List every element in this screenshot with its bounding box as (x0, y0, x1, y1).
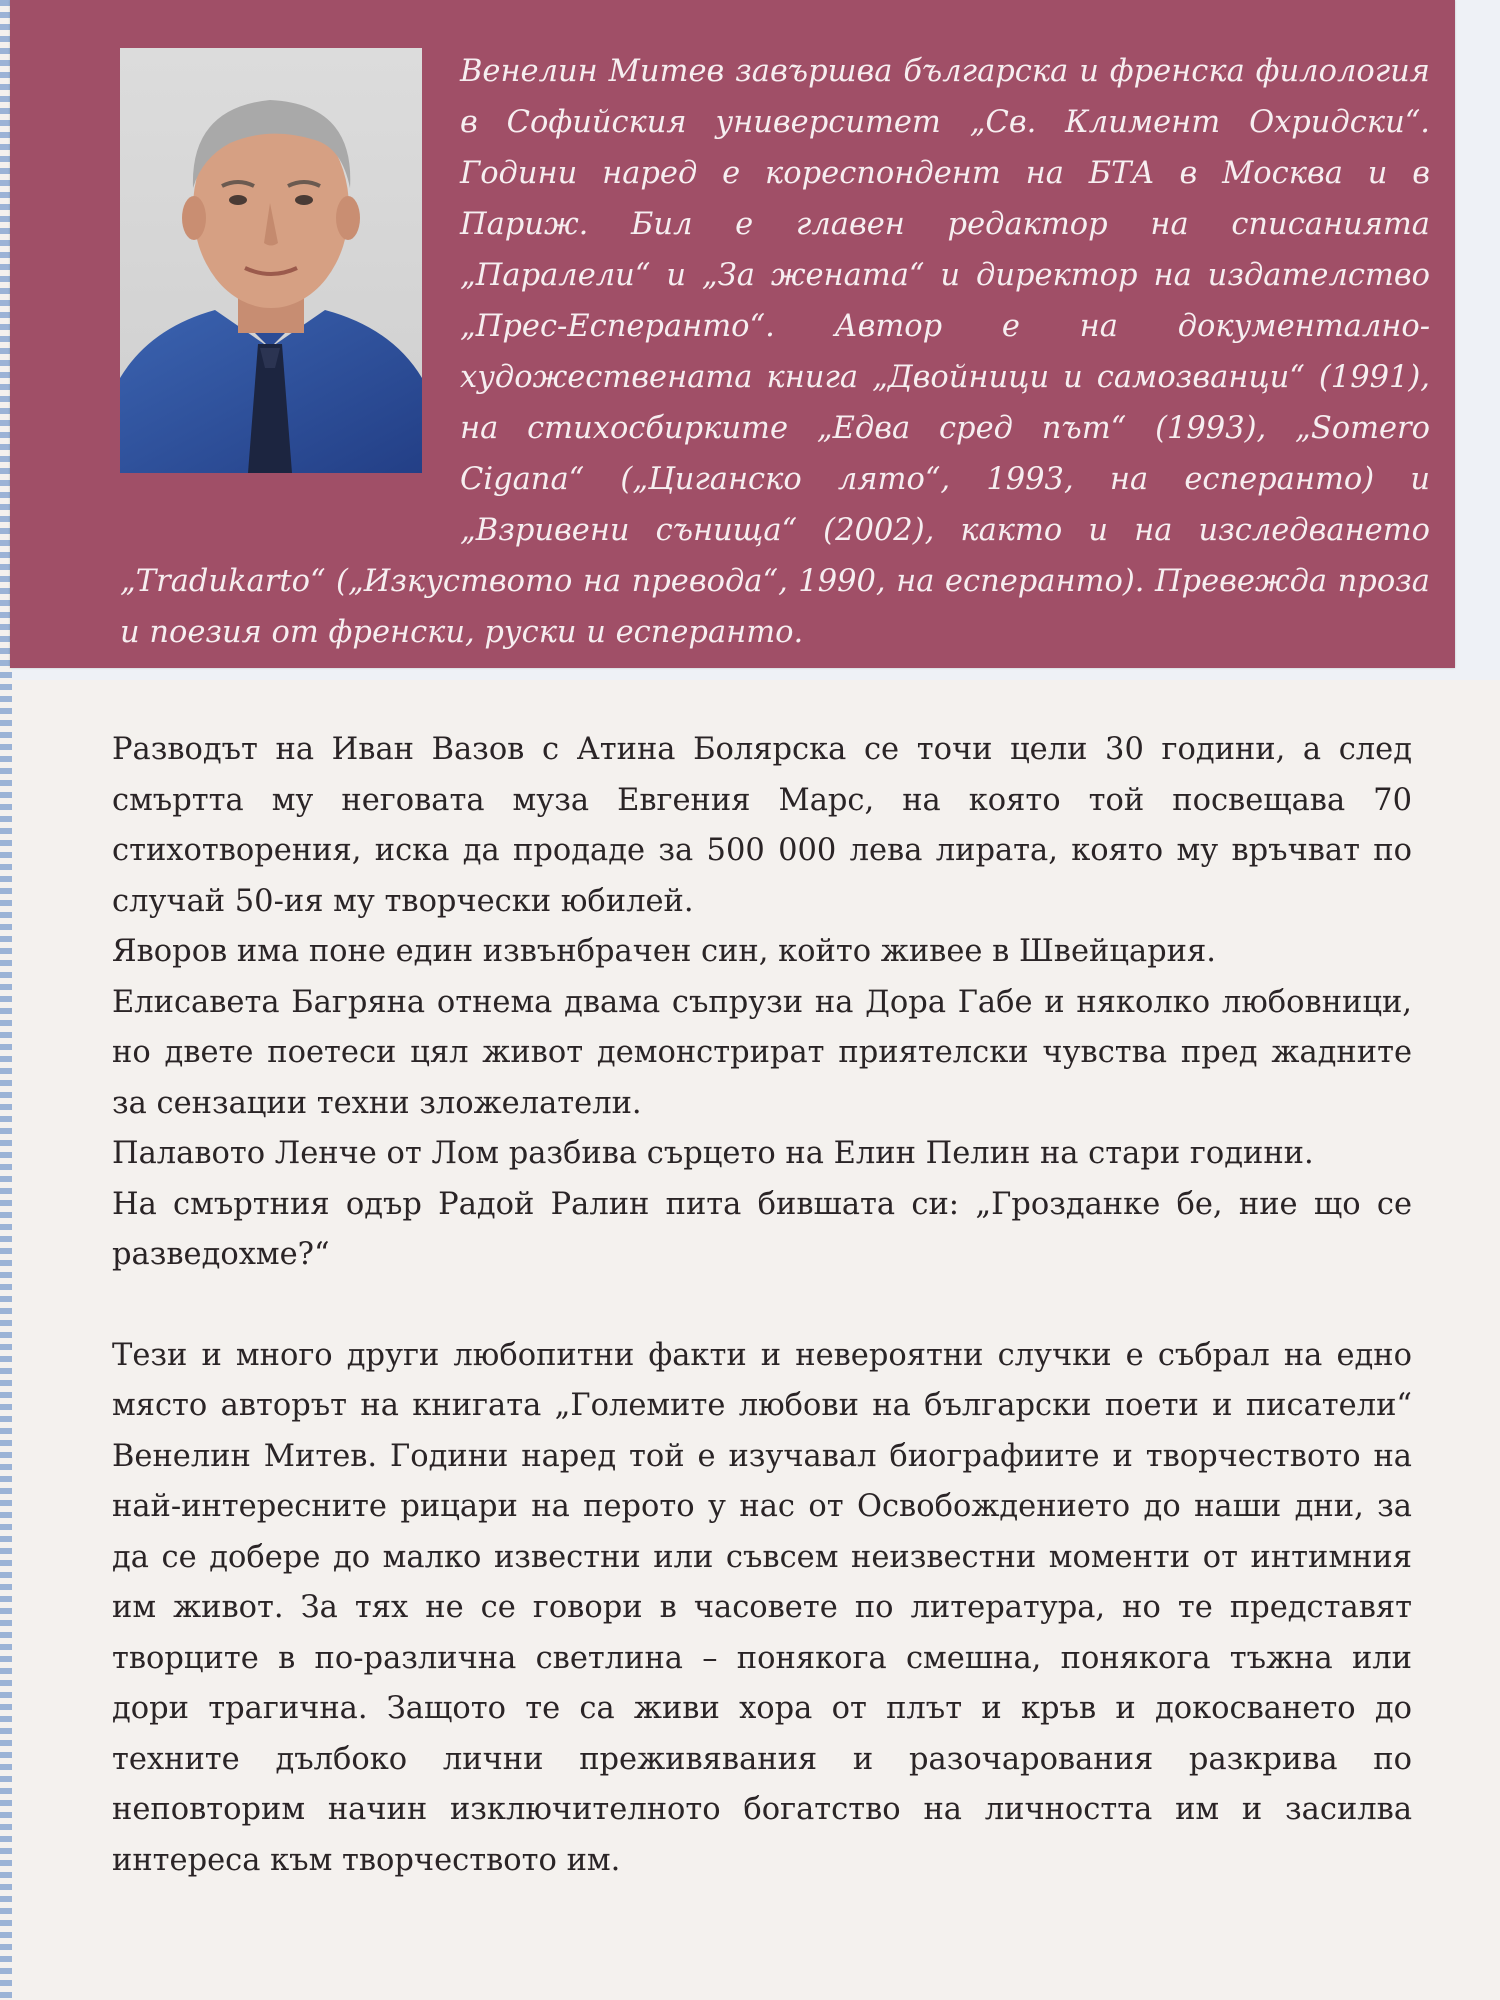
paragraph-spacer (112, 1281, 1412, 1331)
blurb-paragraph-elin-pelin: Палавото Ленче от Лом разбива сърцето на Елин Пелин на стари години. (112, 1136, 1314, 1171)
book-blurb (112, 725, 1412, 1886)
author-bio-content: Венелин Митев завършва българска и френска филология в Софийския университет „Св. Климент Охридски“. Години наред е кореспондент на БТА в Москва и в Париж. Бил е главен редактор на списанията „Паралели“ и „За жената“ и директор на издателство „Прес-Есперанто“. Автор е на документално-художествената книга „Двойници и самозванци“ (1991), на стихосбирките „Едва сред път“ (1993), „Somero Cigana“ („Циганско лято“, 1993, на есперанто) и „Взривени сънища“ (2002), както и на изследването „Tradukarto“ („Изкуството на превода“, 1990, на есперанто). Превежда проза и поезия от френски, руски и есперанто. (120, 54, 1430, 650)
blurb-paragraph-vazov: Разводът на Иван Вазов с Атина Болярска се точи цели 30 години, а след смъртта му неговата муза Евгения Марс, на която той посвещава 70 стихотворения, иска да продаде за 500 000 лева лирата, която му връчват по случай 50-ия му творчески юбилей. (112, 732, 1412, 919)
blurb-paragraph-ralin: На смъртния одър Радой Ралин пита бившата си: „Грозданке бе, ние що се разведохме?“ (112, 1186, 1412, 1272)
photo-spacer (120, 46, 460, 506)
blurb-paragraph-bagryana: Елисавета Багряна отнема двама съпрузи на Дора Габе и няколко любовници, но двете поетеси цял живот демонстрират приятелски чувства пред жадните за сензации техни зложелатели. (112, 984, 1412, 1121)
blurb-paragraph-yavorov: Яворов има поне един извънбрачен син, който живее в Швейцария. (112, 934, 1216, 969)
author-bio-text (120, 46, 1430, 658)
blurb-summary: Тези и много други любопитни факти и невероятни случки е събрал на едно място авторът на книгата „Големите любови на български поети и писатели“ Венелин Митев. Години наред той е изучавал биографиите и творчеството на най-интересните рицари на перото у нас от Освобождението до наши дни, за да се добере до малко известни или съвсем неизвестни моменти от интимния им живот. За тях не се говори в часовете по литература, но те представят творците в по-различна светлина – понякога смешна, понякога тъжна или дори трагична. Защото те са живи хора от плът и кръв и докосването до техните дълбоко лични преживявания и разочарования разкрива по неповторим начин изключителното богатство на личността им и засилва интереса към творчеството им. (112, 1337, 1412, 1878)
author-bio-panel (10, 0, 1455, 668)
